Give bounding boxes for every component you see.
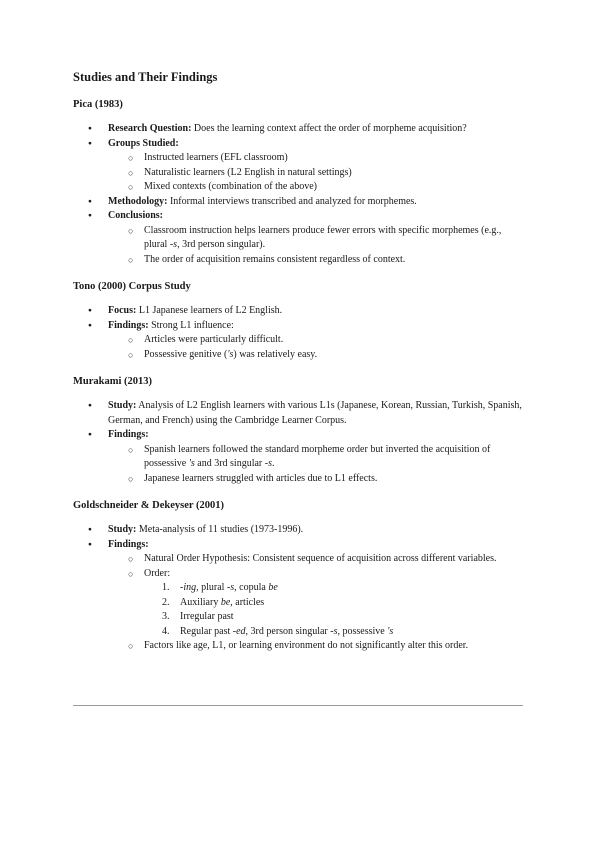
sub-list <box>108 443 525 487</box>
sub-list-item <box>108 348 525 363</box>
item-label: Methodology: <box>108 195 168 207</box>
list-item <box>73 209 525 267</box>
section-heading-goldschneider: Goldschneider & Dekeyser (2001) <box>73 500 224 511</box>
italic-run: 's <box>387 625 394 637</box>
list-item <box>73 523 525 538</box>
order-number: 1. <box>162 582 170 593</box>
order-item <box>144 596 525 611</box>
murakami-list <box>73 399 525 486</box>
sub-list-item: ○ Japanese learners struggled with articles due to L1 effects. <box>108 472 525 487</box>
item-label: Study: <box>108 524 137 535</box>
sub-list <box>108 224 525 268</box>
item-text: Analysis of L2 English learners with various L1s (Japanese, Korean, Russian, Turkish, Spanish, German, and French) using the Cambridge Learner Corpus. <box>108 400 522 426</box>
item-text: Informal interviews transcribed and analyzed for morphemes. <box>167 195 417 207</box>
section-heading-murakami: Murakami (2013) <box>73 376 153 387</box>
item-text: L1 Japanese learners of L2 English. <box>136 305 283 316</box>
text-run: Irregular past <box>180 611 234 622</box>
list-item <box>73 304 525 319</box>
document-page <box>73 70 525 668</box>
text-run: Possessive genitive ( <box>144 348 228 360</box>
list-item <box>73 319 525 363</box>
order-label: Order: <box>144 567 171 579</box>
italic-run: -s <box>169 239 178 250</box>
italic-run: -ing <box>180 582 197 593</box>
order-item <box>144 625 525 640</box>
item-text: Meta-analysis of 11 studies (1973-1996). <box>136 524 304 535</box>
list-item <box>73 195 525 210</box>
list-item <box>73 399 525 428</box>
order-item <box>144 581 525 596</box>
horizontal-divider <box>73 705 523 706</box>
section-heading-pica: Pica (1983) <box>73 99 123 110</box>
sub-list-item: ○ Natural Order Hypothesis: Consistent sequence of acquisition across different variables. <box>108 552 525 567</box>
sub-list-item: ○ Naturalistic learners (L2 English in natural settings) <box>108 166 525 181</box>
tono-list <box>73 304 525 362</box>
text-run: Regular past <box>180 625 233 637</box>
text-run: , copula <box>234 582 269 593</box>
italic-run: 's <box>227 348 234 360</box>
order-item <box>144 610 525 625</box>
section-heading-tono: Tono (2000) Corpus Study <box>73 281 191 292</box>
item-label: Findings: <box>108 429 149 440</box>
sub-list <box>108 552 525 654</box>
item-label: Research Question: <box>108 123 192 134</box>
text-run: , plural <box>196 582 227 593</box>
text-run: Classroom instruction helps learners produce fewer errors with specific morphemes (e.g., plural <box>144 224 502 250</box>
text-run: and 3rd singular <box>194 458 265 469</box>
sub-list-item: ○ Mixed contexts (combination of the above) <box>108 180 525 195</box>
sub-list-item: ○ Factors like age, L1, or learning environment do not significantly alter this order. <box>108 639 525 654</box>
order-number: 4. <box>162 625 170 637</box>
order-list <box>144 581 525 639</box>
item-text: Does the learning context affect the order of morpheme acquisition? <box>191 123 467 134</box>
pica-list <box>73 122 525 267</box>
item-label: Focus: <box>108 305 137 316</box>
sub-list <box>108 333 525 362</box>
sub-list-item: ○ The order of acquisition remains consistent regardless of context. <box>108 253 525 268</box>
text-run: . <box>272 458 275 469</box>
sub-list-item <box>108 443 525 472</box>
list-item <box>73 538 525 654</box>
text-run: Spanish learners followed the standard morpheme order but inverted the acquisition of possessive <box>144 443 491 469</box>
sub-list-item: ○ Articles were particularly difficult. <box>108 333 525 348</box>
goldschneider-list <box>73 523 525 654</box>
sub-list-item <box>108 224 525 253</box>
item-label: Study: <box>108 400 137 411</box>
list-item <box>73 137 525 195</box>
text-run: Auxiliary <box>180 596 221 608</box>
sub-list-item: ○ Instructed learners (EFL classroom) <box>108 151 525 166</box>
italic-run: -s <box>330 625 338 637</box>
item-label: Conclusions: <box>108 210 164 221</box>
text-run: , possessive <box>337 625 388 637</box>
item-label: Groups Studied: <box>108 137 179 149</box>
italic-run: -s <box>226 582 235 593</box>
item-label: Findings: <box>108 538 149 550</box>
text-run: , articles <box>230 596 265 608</box>
sub-list <box>108 151 525 195</box>
italic-run: -ed <box>232 625 246 637</box>
italic-run: be <box>268 582 278 593</box>
sub-list-item <box>108 567 525 640</box>
text-run: , 3rd person singular). <box>177 239 266 250</box>
order-number: 2. <box>162 596 170 608</box>
italic-run: be <box>220 596 231 608</box>
italic-run: -s <box>264 458 272 469</box>
item-label: Findings: <box>108 319 149 331</box>
page-title: Studies and Their Findings <box>73 70 218 84</box>
italic-run: 's <box>188 458 195 469</box>
text-run: ) was relatively easy. <box>233 348 318 360</box>
order-number: 3. <box>162 611 170 622</box>
list-item <box>73 122 525 137</box>
item-text: Strong L1 influence: <box>148 319 234 331</box>
list-item <box>73 428 525 486</box>
text-run: , 3rd person singular <box>245 625 331 637</box>
